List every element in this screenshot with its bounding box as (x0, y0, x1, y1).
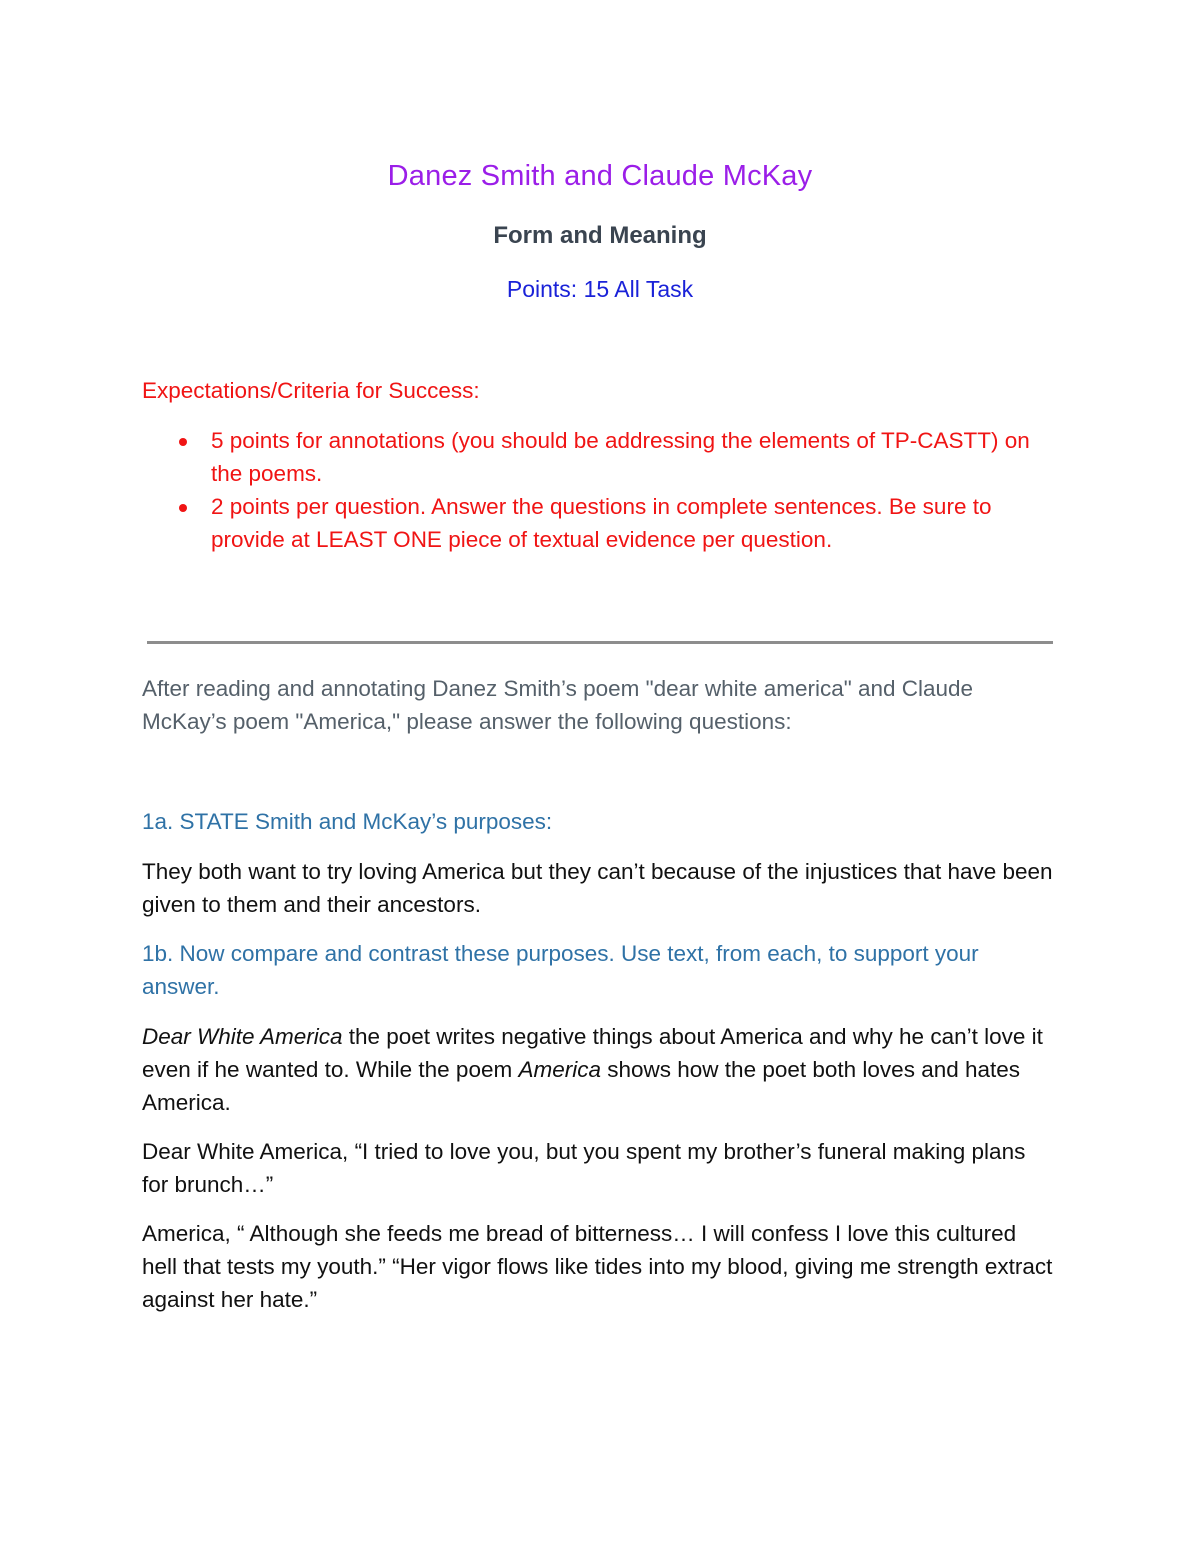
answer-1b-text-a: the poet writes negative things about America and why he can’t love it even if he wanted to. While the poem (142, 1024, 1043, 1082)
answer-1b-text-b: shows how the poet both loves and hates America. (142, 1057, 1021, 1115)
criteria-item (142, 424, 1057, 490)
criteria-item (142, 490, 1057, 556)
criteria-item-text: 5 points for annotations (you should be addressing the elements of TP-CASTT) on the poems. (211, 428, 1030, 486)
criteria-heading: Expectations/Criteria for Success: (142, 378, 480, 403)
horizontal-divider (147, 641, 1053, 644)
answer-1b-paragraph-1 (142, 1020, 1057, 1119)
answer-1b-paragraph-3: America, “ Although she feeds me bread of bitterness… I will confess I love this cultured hell that tests my youth.” “Her vigor flows like tides into my blood, giving me strength extract against her hate.” (142, 1221, 1053, 1312)
intro-paragraph: After reading and annotating Danez Smith’s poem "dear white america" and Claude McKay’s poem "America," please answer the following questions: (142, 676, 974, 734)
document-subtitle: Form and Meaning (493, 222, 707, 249)
answer-1a: They both want to try loving America but they can’t because of the injustices that have been given to them and their ancestors. (142, 859, 1053, 917)
question-1b: 1b. Now compare and contrast these purposes. Use text, from each, to support your answer. (142, 941, 979, 999)
points-label: Points: 15 All Task (506, 276, 694, 302)
poem-title-america: America (518, 1057, 601, 1082)
bullet-icon (179, 504, 187, 512)
criteria-list (142, 424, 1057, 556)
answer-1b-paragraph-2: Dear White America, “I tried to love you, but you spent my brother’s funeral making plans for brunch…” (142, 1139, 1026, 1197)
question-1a: 1a. STATE Smith and McKay’s purposes: (142, 809, 553, 834)
document-title: Danez Smith and Claude McKay (387, 160, 813, 192)
bullet-icon (179, 438, 187, 446)
criteria-item-text: 2 points per question. Answer the questions in complete sentences. Be sure to provide at LEAST ONE piece of textual evidence per question. (211, 494, 992, 552)
poem-title-dear-white-america: Dear White America (142, 1024, 343, 1049)
